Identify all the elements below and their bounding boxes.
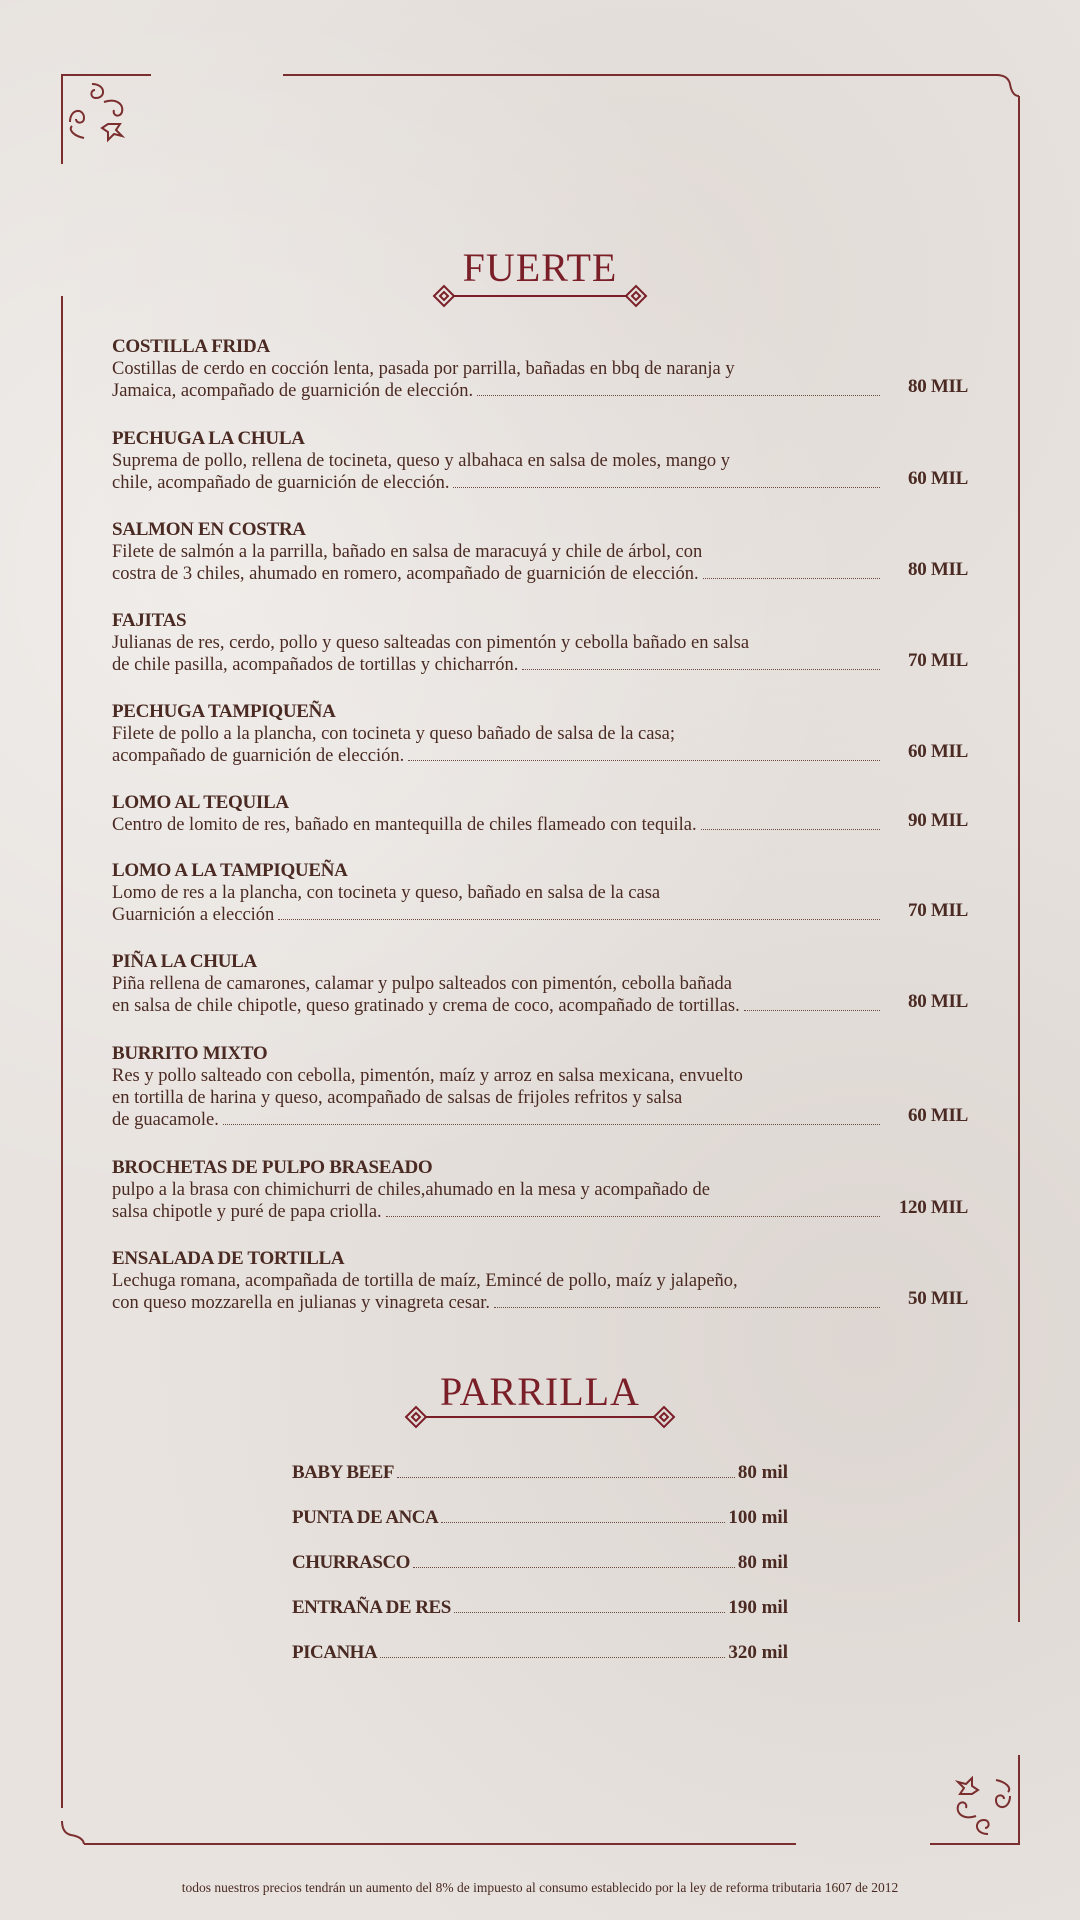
menu-item-description-text: de chile pasilla, acompañados de tortillas y chicharrón. [112,655,519,675]
menu-item [112,792,968,836]
menu-item-description-line: en tortilla de harina y queso, acompañado de salsas de frijoles refritos y salsa [112,1088,683,1108]
ornament-top-left-icon [64,78,132,146]
menu-item-description-last-line [112,1292,884,1314]
menu-item-description-line: Lomo de res a la plancha, con tocineta y queso, bañado en salsa de la casa [112,883,661,903]
menu-item [112,519,968,585]
menu-item-description-last-line [112,814,884,836]
menu-item [112,951,968,1017]
menu-item-price: 80 MIL [908,991,968,1012]
grill-item-name: CHURRASCO [292,1552,410,1573]
menu-item-description-last-line [112,745,884,767]
menu-item-price: 90 MIL [908,810,968,831]
menu-item [112,336,968,402]
menu-item-description-last-line [112,1109,884,1131]
grill-item-price: 80 mil [737,1462,788,1483]
grill-item [292,1642,788,1664]
menu-item-description-last-line [112,563,884,585]
menu-item-description-last-line [112,995,884,1017]
menu-item-description-last-line [112,380,884,402]
menu-item [112,610,968,676]
menu-item-price: 60 MIL [908,1105,968,1126]
menu-item-description-text: con queso mozzarella en julianas y vinagreta cesar. [112,1293,491,1313]
frame-left-line [61,296,63,1808]
menu-item-description-text: costra de 3 chiles, ahumado en romero, acompañado de guarnición de elección. [112,564,699,584]
menu-item-name: SALMON EN COSTRA [112,519,306,540]
frame-top-line [283,74,999,76]
menu-item-price: 60 MIL [908,741,968,762]
menu-item-description-line: Julianas de res, cerdo, pollo y queso salteadas con pimentón y cebolla bañado en salsa [112,633,750,653]
menu-item-description-text: Centro de lomito de res, bañado en mantequilla de chiles flameado con tequila. [112,815,697,835]
section-title-parrilla: PARRILLA [440,1369,640,1414]
dot-leader [703,577,880,579]
tax-footnote: todos nuestros precios tendrán un aumento del 8% de impuesto al consumo establecido por la ley de reforma tributaria 1607 de 2012 [181,1880,899,1895]
menu-item-description-text: salsa chipotle y puré de papa criolla. [112,1202,382,1222]
menu-item-description-line: pulpo a la brasa con chimichurri de chiles,ahumado en la mesa y acompañado de [112,1180,710,1200]
dot-leader [744,1009,880,1011]
menu-item-name: BURRITO MIXTO [112,1043,268,1064]
menu-item-description-text: Guarnición a elección [112,905,275,925]
dot-leader [522,668,880,670]
menu-item-name: LOMO A LA TAMPIQUEÑA [112,860,348,881]
frame-right-bottom-stub [1018,1755,1020,1845]
dot-leader [441,1521,725,1523]
section-title-fuerte: FUERTE [462,245,618,290]
menu-item-description-line: Piña rellena de camarones, calamar y pulpo salteados con pimentón, cebolla bañada [112,974,733,994]
frame-corner-curl-bottom-left [61,1821,85,1845]
menu-item-description-line: Filete de salmón a la parrilla, bañado en salsa de maracuyá y chile de árbol, con [112,542,703,562]
dot-leader [477,394,880,396]
menu-item-name: COSTILLA FRIDA [112,336,270,357]
dot-leader [701,828,880,830]
ornament-bottom-right-icon [948,1772,1016,1840]
menu-item [112,428,968,494]
title-divider-parrilla-icon [404,1403,676,1431]
grill-item-name: ENTRAÑA DE RES [292,1597,451,1618]
menu-item-price: 70 MIL [908,900,968,921]
menu-item-price: 120 MIL [898,1197,968,1218]
frame-bottom-right-stub [930,1843,1020,1845]
dot-leader [454,1611,726,1613]
grill-item-name: PICANHA [292,1642,378,1663]
menu-item [112,1157,968,1223]
frame-top-left-stub [61,74,151,76]
grill-item [292,1462,788,1484]
menu-item-price: 60 MIL [908,468,968,489]
menu-item-name: FAJITAS [112,610,187,631]
menu-item-name: LOMO AL TEQUILA [112,792,289,813]
menu-item-price: 70 MIL [908,650,968,671]
menu-item-description-line: Suprema de pollo, rellena de tocineta, queso y albahaca en salsa de moles, mango y [112,451,730,471]
menu-item-description-text: acompañado de guarnición de elección. [112,746,405,766]
grill-item-price: 80 mil [737,1552,788,1573]
menu-item [112,701,968,767]
menu-item-description-last-line [112,1201,884,1223]
dot-leader [413,1566,735,1568]
grill-item-name: BABY BEEF [292,1462,394,1483]
grill-item [292,1507,788,1529]
menu-item-description-line: Costillas de cerdo en cocción lenta, pasada por parrilla, bañadas en bbq de naranja y [112,359,735,379]
menu-item-name: PECHUGA TAMPIQUEÑA [112,701,336,722]
menu-item-price: 50 MIL [908,1288,968,1309]
dot-leader [386,1215,880,1217]
menu-item-description-last-line [112,654,884,676]
menu-item [112,860,968,926]
menu-item-description-text: Jamaica, acompañado de guarnición de elección. [112,381,474,401]
dot-leader [453,486,880,488]
frame-corner-curl-top-right [996,74,1020,98]
dot-leader [278,918,880,920]
dot-leader [380,1656,725,1658]
menu-item-price: 80 MIL [908,376,968,397]
menu-item-description-line: Filete de pollo a la plancha, con tocineta y queso bañado de salsa de la casa; [112,724,676,744]
grill-item-name: PUNTA DE ANCA [292,1507,439,1528]
menu-item-name: BROCHETAS DE PULPO BRASEADO [112,1157,433,1178]
menu-item [112,1043,968,1131]
grill-item [292,1597,788,1619]
menu-item-description-last-line [112,904,884,926]
frame-left-stub [61,74,63,164]
dot-leader [494,1306,880,1308]
grill-item [292,1552,788,1574]
title-divider-fuerte-icon [432,282,648,310]
menu-item-description-last-line [112,472,884,494]
menu-item-description-text: en salsa de chile chipotle, queso gratinado y crema de coco, acompañado de tortillas. [112,996,740,1016]
dot-leader [408,759,880,761]
menu-item-name: PIÑA LA CHULA [112,951,257,972]
menu-item-description-text: chile, acompañado de guarnición de elección. [112,473,450,493]
menu-item-description-text: de guacamole. [112,1110,219,1130]
dot-leader [397,1476,735,1478]
menu-item-description-line: Res y pollo salteado con cebolla, pimentón, maíz y arroz en salsa mexicana, envuelto [112,1066,743,1086]
grill-item-price: 190 mil [728,1597,788,1618]
menu-item-name: ENSALADA DE TORTILLA [112,1248,345,1269]
menu-item [112,1248,968,1314]
menu-item-description-line: Lechuga romana, acompañada de tortilla de maíz, Emincé de pollo, maíz y jalapeño, [112,1271,738,1291]
frame-bottom-line [84,1843,796,1845]
menu-item-name: PECHUGA LA CHULA [112,428,305,449]
menu-item-price: 80 MIL [908,559,968,580]
grill-item-price: 100 mil [728,1507,788,1528]
grill-item-price: 320 mil [728,1642,788,1663]
dot-leader [223,1123,880,1125]
